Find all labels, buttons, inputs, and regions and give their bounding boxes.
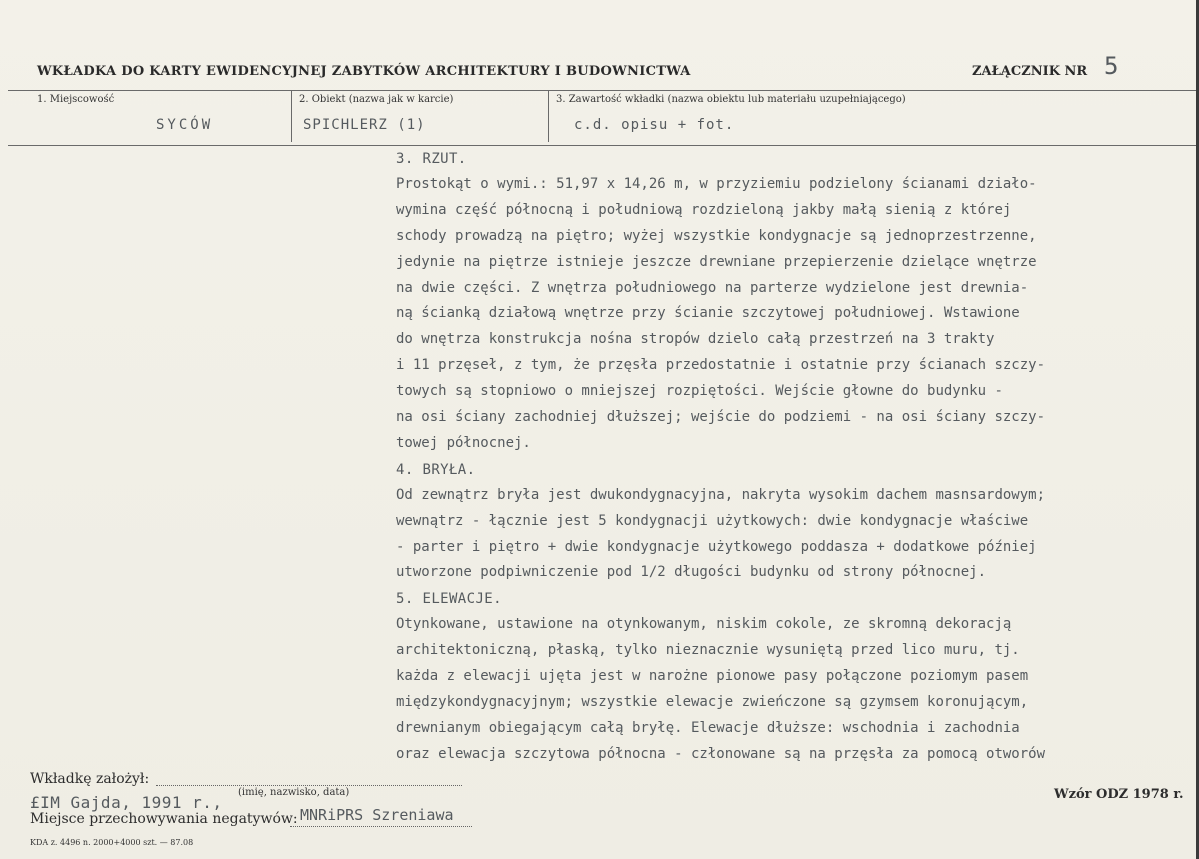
text-line: towej północnej.: [396, 434, 531, 451]
text-line: - parter i piętro + dwie kondygnacje użytkowego poddasza + dodatkowe później: [396, 538, 1037, 555]
form-version: Wzór ODZ 1978 r.: [1054, 787, 1184, 802]
storage-value: MNRiPRS Szreniawa: [300, 806, 454, 824]
author-value: £IM Gajda, 1991 r.,: [30, 793, 223, 812]
object-label: 2. Obiekt (nazwa jak w karcie): [299, 94, 454, 105]
text-line: wymina część północną i południową rozdzieloną jakby małą sienią z której: [396, 201, 1012, 218]
text-line: drewnianym obiegającym całą bryłę. Elewacje dłuższe: wschodnia i zachodnia: [396, 719, 1020, 736]
annex-label: ZAŁĄCZNIK NR: [972, 64, 1088, 79]
description-body: [396, 146, 1176, 768]
print-code: KDA z. 4496 n. 2000+4000 szt. — 87.08: [30, 838, 194, 847]
author-dotted-line: [156, 784, 462, 786]
text-line: i 11 przęseł, z tym, że przęsła przedostatnie i ostatnie przy ścianach szczy-: [396, 357, 1046, 374]
storage-label: Miejsce przechowywania negatywów:: [30, 811, 298, 827]
text-line: oraz elewacja szczytowa północna - członowane są na przęsła za pomocą otworów: [396, 745, 1046, 762]
text-line: każda z elewacji ujęta jest w narożne pionowe pasy połączone poziomym pasem: [396, 668, 1029, 685]
contents-label: 3. Zawartość wkładki (nazwa obiektu lub materiału uzupełniającego): [556, 94, 906, 105]
text-line: na osi ściany zachodniej dłuższej; wejście do podziemi - na osi ściany szczy-: [396, 409, 1046, 426]
annex-number: 5: [1104, 52, 1119, 80]
text-line: Prostokąt o wymi.: 51,97 x 14,26 m, w przyziemiu podzielony ścianami działo-: [396, 176, 1037, 192]
text-line: Otynkowane, ustawione na otynkowanym, niskim cokole, ze skromną dekoracją: [396, 616, 1012, 633]
text-line: do wnętrza konstrukcja nośna stropów dzielo całą przestrzeń na 3 trakty: [396, 331, 995, 348]
text-line: na dwie części. Z wnętrza południowego na parterze wydzielone jest drewnia-: [396, 279, 1029, 296]
contents-value: c.d. opisu + fot.: [574, 117, 735, 133]
text-line: międzykondygnacyjnym; wszystkie elewacje zwieńczone są gzymsem koronującym,: [396, 694, 1029, 711]
card-title: WKŁADKA DO KARTY EWIDENCYJNEJ ZABYTKÓW ARCHITEKTURY I BUDOWNICTWA: [37, 64, 691, 79]
section-rzut: [396, 146, 1176, 457]
header-divider-2: [548, 90, 549, 142]
text-line: wewnątrz - łącznie jest 5 kondygnacji użytkowych: dwie kondygnacje właściwe: [396, 512, 1029, 529]
header-divider-1: [291, 90, 292, 142]
text-line: schody prowadzą na piętro; wyżej wszystkie kondygnacje są jednoprzestrzenne,: [396, 227, 1037, 244]
header-top-rule: [8, 90, 1196, 91]
text-line: utworzone podpiwniczenie pod 1/2 długości budynku od strony północnej.: [396, 564, 987, 581]
author-label: Wkładkę założył:: [30, 771, 150, 787]
section-bryla: [396, 457, 1176, 587]
locality-label: 1. Miejscowość: [37, 94, 115, 105]
locality-value: SYCÓW: [156, 117, 214, 133]
section-heading: 3. RZUT.: [396, 151, 467, 167]
section-elewacje: [396, 586, 1176, 767]
text-line: jedynie na piętrze istnieje jeszcze drewniane przepierzenie dzielące wnętrze: [396, 253, 1037, 270]
section-heading: 4. BRYŁA.: [396, 461, 476, 478]
section-heading: 5. ELEWACJE.: [396, 591, 502, 608]
text-line: ną ścianką działową wnętrze przy ścianie szczytowej południowej. Wstawione: [396, 305, 1020, 322]
storage-dotted-line: [290, 825, 472, 827]
author-hint: (imię, nazwisko, data): [238, 787, 350, 798]
text-line: towych są stopniowo o mniejszej rozpiętości. Wejście głowne do budynku -: [396, 383, 1003, 400]
text-line: Od zewnątrz bryła jest dwukondygnacyjna, nakryta wysokim dachem masnsardowym;: [396, 486, 1046, 503]
object-value: SPICHLERZ (1): [303, 117, 426, 133]
text-line: architektoniczną, płaską, tylko nieznacznie wysuniętą przed lico muru, tj.: [396, 642, 1020, 659]
